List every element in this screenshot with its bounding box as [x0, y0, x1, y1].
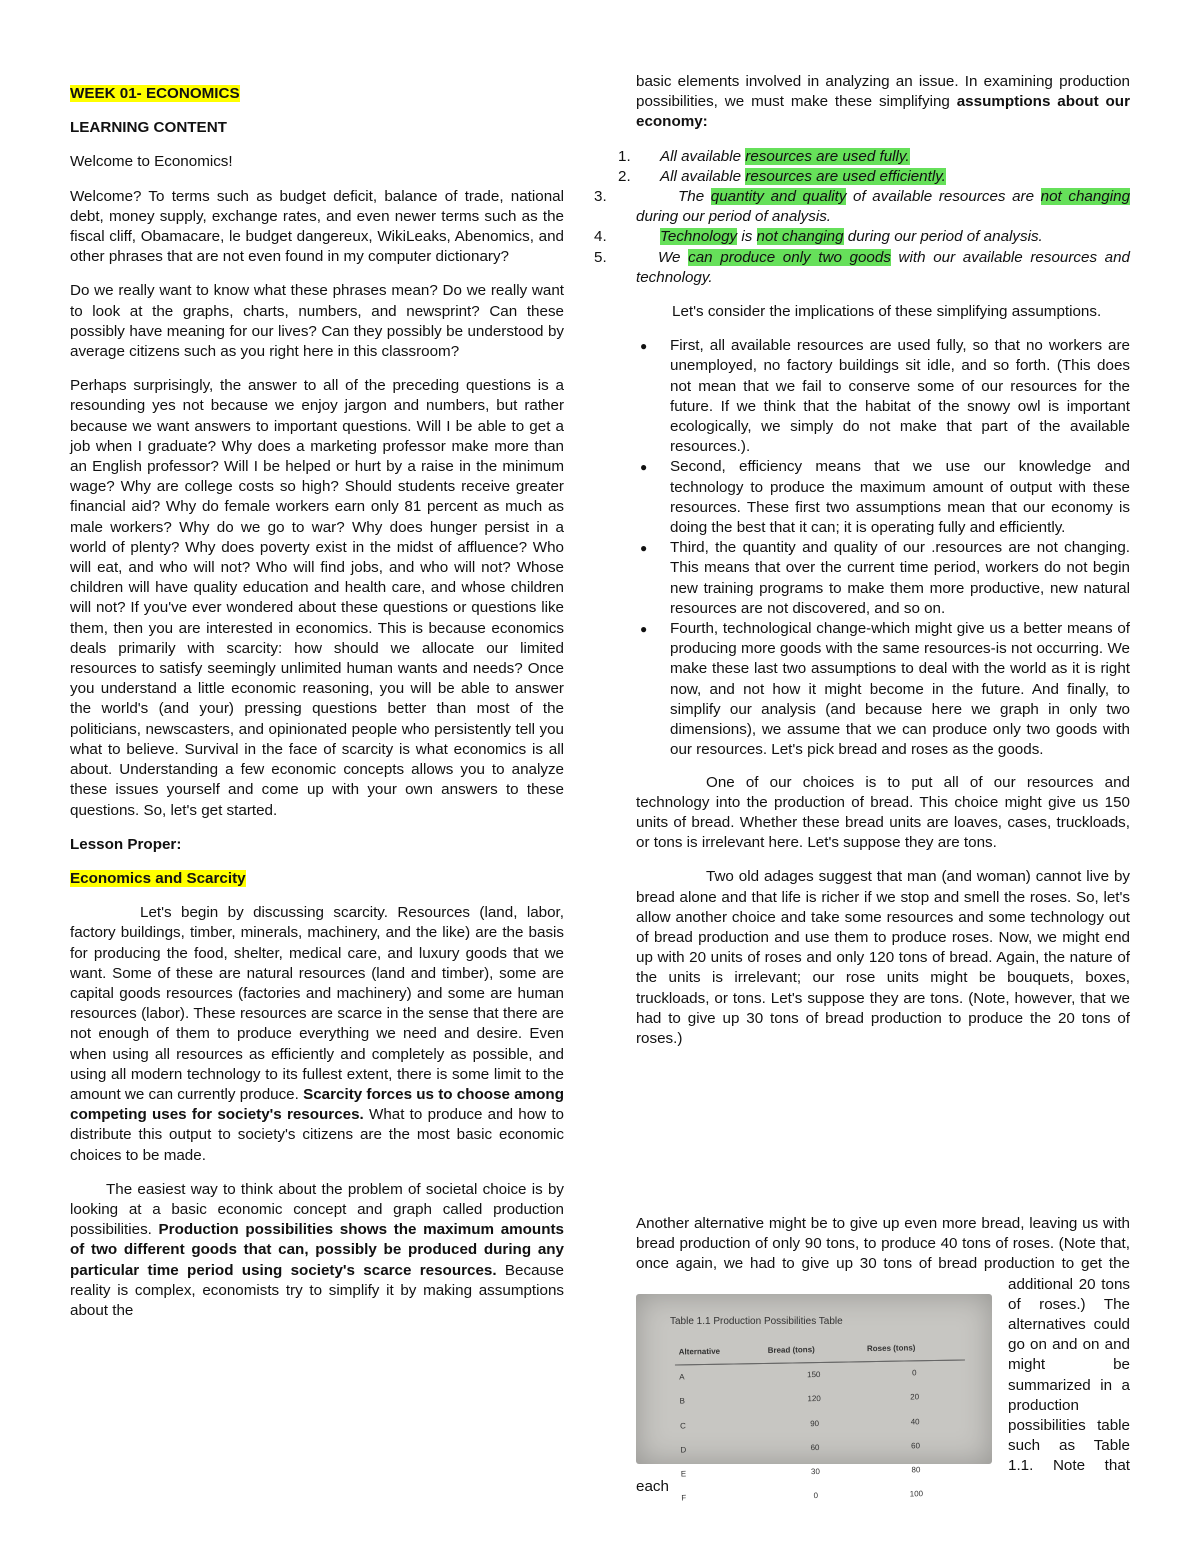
learning-content-heading: LEARNING CONTENT: [70, 119, 227, 137]
bullet-item: ● Third, the quantity and quality of our .resources are not changing. This means that over the current time period, workers do not begin new training programs to make them more productive, new natural resources are not discovered, and so on.: [640, 539, 1130, 617]
table-cell: 20: [910, 1392, 920, 1402]
table-cell: 90: [810, 1418, 820, 1428]
alternatives-block: [636, 1214, 1130, 1503]
table-title: Table 1.1 Production Possibilities Table: [670, 1316, 843, 1327]
table-cell: 40: [910, 1416, 920, 1427]
bullet-icon: ●: [640, 460, 648, 475]
table-cell: E: [680, 1469, 687, 1479]
implications-list: [636, 336, 1130, 760]
table-header-cell: Roses (tons): [863, 1335, 965, 1361]
lesson-proper-heading: Lesson Proper:: [70, 835, 182, 853]
assumption-item: 5. We can produce only two goods with our available resources and technology.: [594, 248, 1131, 286]
welcome-line: Welcome to Economics!: [70, 153, 233, 171]
alternatives-paragraph-text: Another alternative might be to give up even more bread, leaving us with bread production of only 90 tons, to produce 40 tons of roses. (Note that, once again, we had to give up 30 tons of bread production to get the additional 20 tons of roses.) The alternatives could go on and on and might be summarized in a production possibilities table such as Table 1.1. Note that each: [636, 1215, 1130, 1495]
table-cell: B: [679, 1396, 686, 1406]
paragraph-implications: Let's consider the implications of these simplifying assumptions.: [672, 303, 1102, 321]
paragraph-bread-choice: One of our choices is to put all of our resources and technology into the production of bread. This choice might give us 150 units of bread. Whether these bread units are loaves, cases, truckloads, or tons is irrelevant here. Let's suppose they are tons.: [636, 773, 1130, 852]
economics-scarcity-heading: Economics and Scarcity: [70, 869, 246, 887]
table-cell: A: [679, 1372, 685, 1382]
table-cell: 120: [807, 1394, 821, 1404]
right-column: [594, 72, 1131, 1063]
table-cell: 80: [911, 1465, 921, 1475]
production-table: [675, 1335, 968, 1510]
table-row: [677, 1482, 967, 1511]
left-column: [70, 84, 564, 1335]
table-header-cell: Alternative: [675, 1339, 764, 1365]
bullet-item: ● Second, efficiency means that we use our knowledge and technology to produce the maximum amount of output with these resources. These first two assumptions mean that our economy is doing the best that it can; it is operating fully and efficiently.: [640, 458, 1130, 537]
bullet-item: ● First, all available resources are used fully, so that no workers are unemployed, no factory buildings sit idle, and so forth. (This does not mean that we fail to conserve some of our resources for the future. If we think that the habitat of the snowy owl is important ecologically, we simply do not make that part of the available resources.).: [640, 337, 1130, 456]
table-cell: 100: [909, 1489, 924, 1499]
assumption-item: 3. The quantity and quality of available resources are not changing during our period of analysis.: [594, 188, 1131, 226]
paragraph-welcome: Welcome? To terms such as budget deficit, balance of trade, national debt, money supply, exchange rates, and even newer terms such as the fiscal cliff, Obamacare, le budget dangereux, WikiLeaks, Abenomics, and other phrases that are not even found in my computer dictionary?: [70, 187, 564, 266]
paragraph-assumptions-intro: basic elements involved in analyzing an issue. In examining production possibilities, we must make these simplifying assumptions about our economy:: [636, 73, 1130, 131]
table-cell: 0: [911, 1368, 917, 1378]
table-cell: 150: [806, 1370, 821, 1380]
bullet-icon: ●: [640, 339, 648, 354]
bullet-icon: ●: [640, 541, 648, 556]
paragraph-questions: Perhaps surprisingly, the answer to all of the preceding questions is a resounding yes not because we enjoy jargon and numbers, but rather because we want answers to important questions. Will I be able to get a job when I graduate? Why does a marketing professor make more than an English professor? Will I be helped or hurt by a raise in the minimum wage? Why are college costs so high? Should students receive greater financial aid? Why do female workers earn only 81 percent as much as male workers? Why do we go to war? Why does hunger persist in a world of plenty? Why does poverty exist in the midst of affluence? Who will eat, and who will not? Who will find jobs, and who will not? Whose children will have quality education and health care, and whose children will not? If you've ever wondered about these questions or questions like them, then you are interested in economics. This is because economics deals primarily with scarcity: how should we allocate our limited resources to satisfy seemingly unlimited human wants and needs? Once you understand a little economic reasoning, you will be able to answer the world's (and your) pressing questions better than most of the politicians, newscasters, and opinionated people who persistently tell you what to believe. Survival in the face of scarcity is what economics is all about. Understanding a few economic concepts allows you to analyze these issues yourself and come up with your own answers to these questions. So, let's get started.: [70, 377, 564, 819]
table-header-cell: Bread (tons): [763, 1337, 863, 1363]
table-cell: 60: [911, 1441, 921, 1451]
table-cell: 0: [813, 1491, 819, 1501]
table-cell: C: [679, 1420, 686, 1431]
assumption-item: 2. All available resources are used efficiently.: [618, 167, 946, 185]
table-cell: D: [680, 1445, 687, 1455]
paragraph-roses-choice: Two old adages suggest that man (and woman) cannot live by bread alone and that life is richer if we stop and smell the roses. So, let's allow another choice and take some resources and some technology out of bread production and use them to produce roses. Now, we might end up with 20 units of roses and only 120 tons of bread. Again, the nature of the units is irrelevant; our rose units might be bouquets, boxes, truckloads, or tons. Let's suppose they are tons. (Note, however, that we had to give up 30 tons of bread production to produce the 20 tons of roses.): [636, 868, 1130, 1047]
table-cell: 60: [810, 1442, 820, 1452]
assumption-item: 1. All available resources are used fully.: [618, 147, 910, 165]
bullet-item: ● Fourth, technological change-which might give us a better means of producing more goods with the same resources-is not occurring. We make these last two assumptions to deal with the world as it is right now, and not how it might become in the future. And finally, to simplify our analysis (and because here we graph in only two dimensions), we assume that we can produce only two goods with our resources. Let's pick bread and roses as the goods.: [640, 620, 1130, 759]
assumptions-list: [594, 147, 1131, 288]
paragraph-production-possibilities: The easiest way to think about the problem of societal choice is by looking at a basic economic concept and graph called production possibilities. Production possibilities shows the maximum amounts of two different goods that can, possibly be produced during any particular time period using society's scarce resources. Because reality is complex, economists try to simplify it by making assumptions about the: [70, 1180, 565, 1319]
week-title: WEEK 01- ECONOMICS: [70, 85, 240, 102]
table-cell: F: [681, 1493, 687, 1503]
assumption-item: 4. Technology is not changing during our period of analysis.: [594, 228, 1043, 246]
table-cell: 30: [810, 1467, 820, 1477]
paragraph-scarcity: Let's begin by discussing scarcity. Resources (land, labor, factory buildings, timber, minerals, machinery, and the like) are the basis for producing the food, shelter, medical care, and luxury goods that we want. Some of these are natural resources (land and timber), some are capital goods resources (factories and machinery) and some are human resources (labor). These resources are scarce in the sense that there are not enough of them to produce everything we need and desire. Even when using all resources as efficiently and completely as possible, and using all modern technology to its fullest extent, there is some limit to the amount we can currently produce. Scarcity forces us to choose among competing uses for society's resources. What to produce and how to distribute this output to society's citizens are the most basic economic choices to be made.: [70, 904, 565, 1164]
paragraph-phrases: Do we really want to know what these phrases mean? Do we really want to look at the graphs, charts, numbers, and newsprint? Can these possibly have meaning for our lives? Can they possibly be understood by average citizens such as you right here in this classroom?: [70, 282, 564, 361]
bullet-icon: ●: [640, 622, 648, 637]
